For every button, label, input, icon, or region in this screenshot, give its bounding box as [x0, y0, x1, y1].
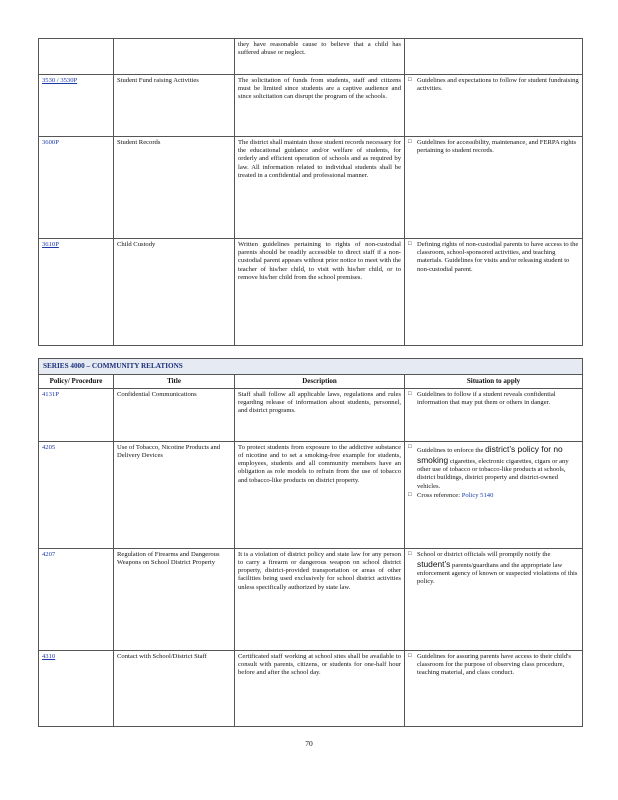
policy-situation [405, 548, 583, 650]
list-item [408, 551, 579, 587]
cross-reference-label: Cross reference: [417, 491, 461, 499]
situation-text: Guidelines to enforce the [417, 446, 484, 454]
series-title: SERIES 4000 – COMMUNITY RELATIONS [39, 359, 583, 375]
policy-title: Use of Tobacco, Nicotine Products and Delivery Devices [114, 441, 235, 548]
policy-code [39, 137, 114, 239]
column-header-situation: Situation to apply [405, 375, 583, 389]
table-row [39, 441, 583, 548]
situation-emphasis: student’s [417, 558, 451, 569]
table-row [39, 75, 583, 137]
series-header-row [39, 359, 583, 375]
policy-code [39, 39, 114, 75]
top-policy-table [38, 38, 583, 346]
column-header-policy: Policy/ Procedure [39, 375, 114, 389]
list-item: □ Guidelines for assuring parents have access to their child's classroom for the purpose of observing class procedure, teaching material, and class conduct. [408, 653, 579, 678]
column-header-title: Title [114, 375, 235, 389]
policy-code [39, 441, 114, 548]
policy-code [39, 548, 114, 650]
policy-code [39, 239, 114, 346]
policy-description: To protect students from exposure to the addictive substance of nicotine and to set a smoking-free example for students, employees, students and all community members have an obligation as role models to refrain from the use of tobacco and tobacco-like products on district property. [235, 441, 405, 548]
policy-link-4310[interactable]: 4310 [42, 652, 56, 660]
policy-description: It is a violation of district policy and state law for any person to carry a firearm or dangerous weapon on school district property, district-provided transportation or areas of other facilities being used exclusively for school district activities unless specifically authorized by state law. [235, 548, 405, 650]
table-row [39, 388, 583, 441]
policy-link-3530[interactable]: 3530 / 3530P [42, 77, 78, 84]
policy-code [39, 650, 114, 726]
policy-description: The solicitation of funds from students, staff and citizens must be limited since students are a captive audience and since solicitation can disrupt the program of the schools. [235, 75, 405, 137]
table-row [39, 137, 583, 239]
policy-code-text: 4205 [42, 443, 56, 451]
policy-code [39, 388, 114, 441]
policy-title: Regulation of Firearms and Dangerous Weapons on School District Property [114, 548, 235, 650]
list-item: □ Guidelines and expectations to follow for student fundraising activities. [408, 77, 579, 93]
column-header-description: Description [235, 375, 405, 389]
policy-title [114, 39, 235, 75]
policy-situation [405, 388, 583, 441]
cross-reference-link[interactable]: Policy 5140 [461, 491, 494, 499]
table-row [39, 239, 583, 346]
list-item: □ Guidelines to follow if a student reveals confidential information that may put them or others in danger. [408, 391, 579, 407]
situation-emphasis: district’s policy for no smoking [417, 443, 563, 465]
policy-title: Contact with School/District Staff [114, 650, 235, 726]
table-row [39, 39, 583, 75]
policy-situation [405, 441, 583, 548]
policy-code-text: 4207 [42, 550, 56, 558]
policy-code-text: 4131P [42, 390, 59, 398]
policy-description: Written guidelines pertaining to rights of non-custodial parents should be readily accessible to direct staff if a non-custodial parent appears without prior notice to meet with the teacher of his/her child, to visit with his/her child, or to remove his/her child from the school premises. [235, 239, 405, 346]
policy-description: The district shall maintain those student records necessary for the educational guidance and/or welfare of students, for orderly and efficient operation of schools and as required by law. All information related to individual students shall be treated in a confidential and professional manner. [235, 137, 405, 239]
policy-code-text: 3600P [42, 139, 59, 146]
column-header-row [39, 375, 583, 389]
policy-title: Student Records [114, 137, 235, 239]
policy-document [38, 38, 582, 727]
policy-description: Staff shall follow all applicable laws, regulations and rules regarding release of information about students, personnel, and district programs. [235, 388, 405, 441]
community-relations-table [38, 358, 583, 727]
list-item: □ Guidelines for accessibility, maintenance, and FERPA rights pertaining to student records. [408, 139, 579, 155]
policy-situation [405, 137, 583, 239]
policy-description: they have reasonable cause to believe that a child has suffered abuse or neglect. [235, 39, 405, 75]
situation-text: cigarettes, electronic cigarettes, cigars or any other use of tobacco or tobacco-like products at schools, district buildings, district property and district-owned vehicles. [417, 457, 569, 490]
policy-title: Child Custody [114, 239, 235, 346]
policy-title: Confidential Communications [114, 388, 235, 441]
policy-situation [405, 39, 583, 75]
policy-situation [405, 239, 583, 346]
situation-text: School or district officials will promptly notify the [417, 550, 551, 558]
list-item [408, 492, 579, 500]
list-item: □ Defining rights of non-custodial parents to have access to the classroom, school-sponsored activities, and teaching materials. Guidelines for visits and/or releasing student to non-custodial parent. [408, 241, 579, 274]
policy-description: Certificated staff working at school sites shall be available to consult with parents, citizens, or students for one-half hour before and after the school day. [235, 650, 405, 726]
policy-link-3610[interactable]: 3610P [42, 241, 59, 248]
table-row [39, 650, 583, 726]
policy-situation [405, 75, 583, 137]
policy-code [39, 75, 114, 137]
policy-situation [405, 650, 583, 726]
page-number: 70 [305, 739, 313, 748]
table-row [39, 548, 583, 650]
policy-title: Student Fund raising Activities [114, 75, 235, 137]
situation-text: parents/guardians and the appropriate law enforcement agency of known or suspected violations of this policy. [417, 561, 578, 586]
list-item [408, 444, 579, 491]
